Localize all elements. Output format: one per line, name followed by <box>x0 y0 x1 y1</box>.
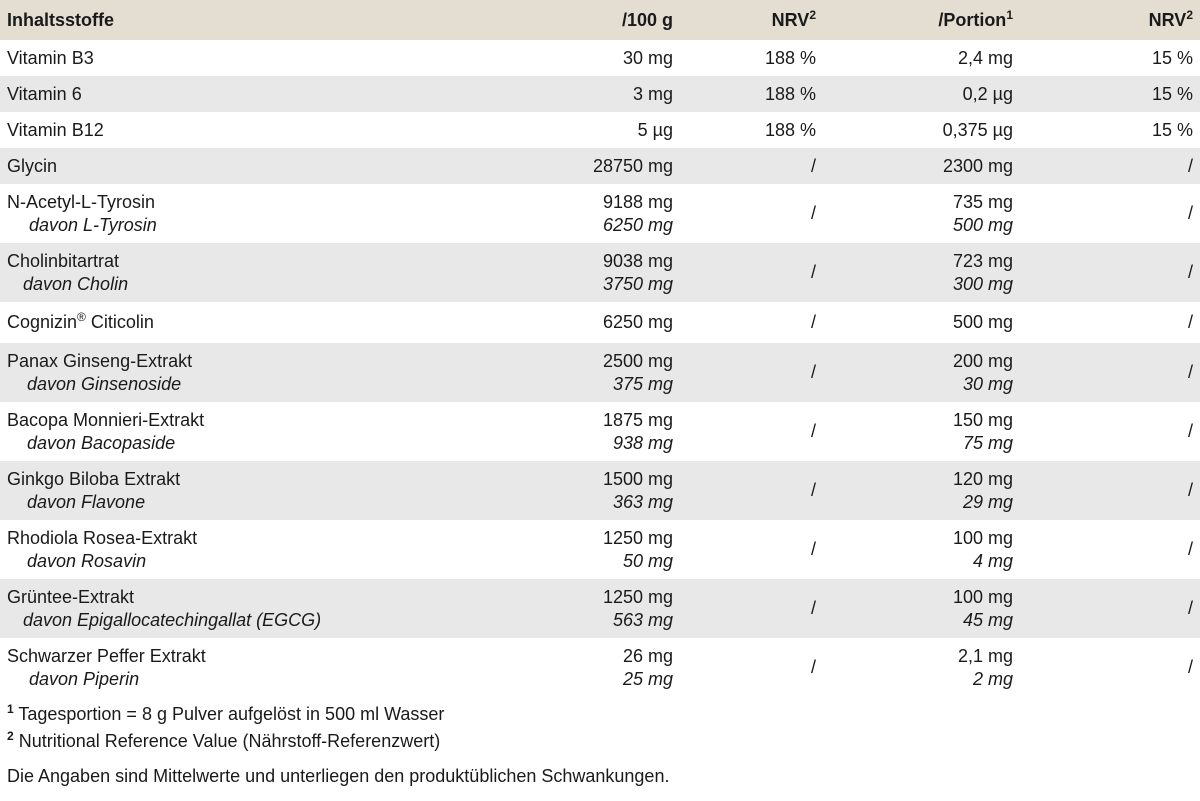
nrv-per-portion: / <box>1187 262 1193 282</box>
header-per-portion: /Portion$^1$ <box>938 7 1013 30</box>
nrv-per-100g: / <box>810 539 816 559</box>
amount-per-portion: 2,1 mg 2 mg <box>957 645 1013 689</box>
amount-per-100g: 2500 mg 375 mg <box>602 350 673 394</box>
nrv-per-100g: / <box>810 362 816 382</box>
ingredient-sub-name: davon Cholin <box>23 273 129 294</box>
table-row <box>0 461 1200 520</box>
nrv-per-portion: 15 % <box>1151 47 1193 68</box>
table-row <box>0 148 1200 184</box>
table-row <box>0 243 1200 302</box>
nrv-per-portion: / <box>1187 657 1193 677</box>
nrv-per-100g: / <box>810 421 816 441</box>
amount-per-portion: 100 mg 4 mg <box>952 527 1013 571</box>
ingredient-name: Cholinbitartrat <box>7 250 120 271</box>
nrv-per-portion: / <box>1187 598 1193 618</box>
ingredient-name: Grüntee-Extrakt <box>7 586 135 607</box>
ingredient-sub-name: davon Rosavin <box>27 550 147 571</box>
table-header-row <box>0 0 1200 40</box>
header-nrv-portion: NRV$^2$ <box>1148 7 1193 30</box>
ingredient-sub-name: davon Ginsenoside <box>27 373 182 394</box>
amount-per-100g: 28750 mg <box>592 155 673 176</box>
amount-per-100g: 5 µg <box>637 119 673 140</box>
amount-per-portion: 500 mg <box>952 312 1013 332</box>
nrv-per-portion: / <box>1187 312 1193 332</box>
nrv-per-portion: / <box>1187 203 1193 223</box>
header-ingredients: Inhaltsstoffe <box>7 9 115 30</box>
amount-per-portion: 0,2 µg <box>962 83 1013 104</box>
amount-per-100g: 9038 mg 3750 mg <box>602 250 673 294</box>
table-row <box>0 112 1200 148</box>
amount-per-portion: 120 mg 29 mg <box>952 468 1013 512</box>
header-per-100g: /100 g <box>621 9 673 30</box>
ingredient-sub-name: davon Piperin <box>29 668 140 689</box>
nrv-per-100g: 188 % <box>764 47 816 68</box>
table-row <box>0 638 1200 697</box>
ingredient-name: Schwarzer Peffer Extrakt <box>7 645 206 666</box>
amount-per-portion: 735 mg 500 mg <box>952 191 1013 235</box>
table-row <box>0 40 1200 76</box>
nrv-per-portion: / <box>1187 421 1193 441</box>
ingredient-name: N-Acetyl-L-Tyrosin <box>7 191 156 212</box>
table-row <box>0 302 1200 343</box>
amount-per-100g: 30 mg <box>622 47 673 68</box>
nrv-per-100g: / <box>810 598 816 618</box>
amount-per-portion: 0,375 µg <box>942 119 1013 140</box>
ingredient-name: Cognizin® Citicolin <box>7 310 154 332</box>
header-nrv-100g: NRV$^2$ <box>771 7 816 30</box>
ingredient-cell <box>0 343 500 402</box>
amount-per-100g: 3 mg <box>632 83 673 104</box>
footnotes <box>0 701 1200 790</box>
nrv-per-100g: / <box>810 155 816 176</box>
nrv-per-100g: 188 % <box>764 83 816 104</box>
ingredient-name: Rhodiola Rosea-Extrakt <box>7 527 198 548</box>
amount-per-100g: 1250 mg 563 mg <box>602 586 673 630</box>
ingredient-name: Vitamin B3 <box>7 47 94 68</box>
ingredient-sub-name: davon Epigallocatechingallat (EGCG) <box>23 609 322 630</box>
ingredient-sub-name: davon L-Tyrosin <box>29 214 157 235</box>
ingredient-cell <box>0 520 500 579</box>
disclaimer-note: Die Angaben sind Mittelwerte und unterliegen den produktüblichen Schwankungen. <box>7 766 670 786</box>
table-row <box>0 402 1200 461</box>
amount-per-portion: 150 mg 75 mg <box>952 409 1013 453</box>
amount-per-100g: 1875 mg 938 mg <box>602 409 673 453</box>
ingredient-name: Vitamin B12 <box>7 119 104 140</box>
nrv-per-portion: / <box>1187 480 1193 500</box>
amount-per-portion: 2,4 mg <box>957 47 1013 68</box>
nrv-per-100g: / <box>810 203 816 223</box>
nrv-per-portion: / <box>1187 539 1193 559</box>
ingredient-cell <box>0 402 500 461</box>
ingredient-name: Bacopa Monnieri-Extrakt <box>7 409 205 430</box>
amount-per-portion: 200 mg 30 mg <box>952 350 1013 394</box>
ingredient-cell <box>0 638 500 697</box>
amount-per-100g: 6250 mg <box>602 312 673 332</box>
ingredient-name: Ginkgo Biloba Extrakt <box>7 468 181 489</box>
nrv-per-portion: 15 % <box>1151 83 1193 104</box>
nrv-per-100g: 188 % <box>764 119 816 140</box>
nrv-per-100g: / <box>810 262 816 282</box>
ingredient-name: Vitamin 6 <box>7 83 82 104</box>
amount-per-100g: 9188 mg 6250 mg <box>602 191 673 235</box>
amount-per-100g: 1250 mg 50 mg <box>602 527 673 571</box>
nrv-per-100g: / <box>810 657 816 677</box>
amount-per-portion: 723 mg 300 mg <box>952 250 1013 294</box>
footnote-portion: $^1$ Tagesportion = 8 g Pulver aufgelöst in 500 ml Wasser <box>7 702 445 724</box>
nrv-per-portion: / <box>1187 362 1193 382</box>
table-row <box>0 184 1200 243</box>
nrv-per-100g: / <box>810 312 816 332</box>
nrv-per-100g: / <box>810 480 816 500</box>
amount-per-100g: 26 mg 25 mg <box>622 645 673 689</box>
ingredient-cell <box>0 579 500 638</box>
ingredient-cell <box>0 184 500 243</box>
ingredient-sub-name: davon Bacopaside <box>27 432 176 453</box>
amount-per-100g: 1500 mg 363 mg <box>602 468 673 512</box>
ingredient-cell <box>0 461 500 520</box>
ingredient-cell <box>0 243 500 302</box>
table-row <box>0 579 1200 638</box>
footnote-nrv: $^2$ Nutritional Reference Value (Nährstoff-Referenzwert) <box>7 729 441 751</box>
table-row <box>0 520 1200 579</box>
table-row <box>0 343 1200 402</box>
ingredient-name: Glycin <box>7 155 58 176</box>
nrv-per-portion: 15 % <box>1151 119 1193 140</box>
nrv-per-portion: / <box>1187 155 1193 176</box>
amount-per-portion: 2300 mg <box>942 155 1013 176</box>
ingredient-name: Panax Ginseng-Extrakt <box>7 350 193 371</box>
table-row <box>0 76 1200 112</box>
amount-per-portion: 100 mg 45 mg <box>952 586 1013 630</box>
ingredient-sub-name: davon Flavone <box>27 491 146 512</box>
